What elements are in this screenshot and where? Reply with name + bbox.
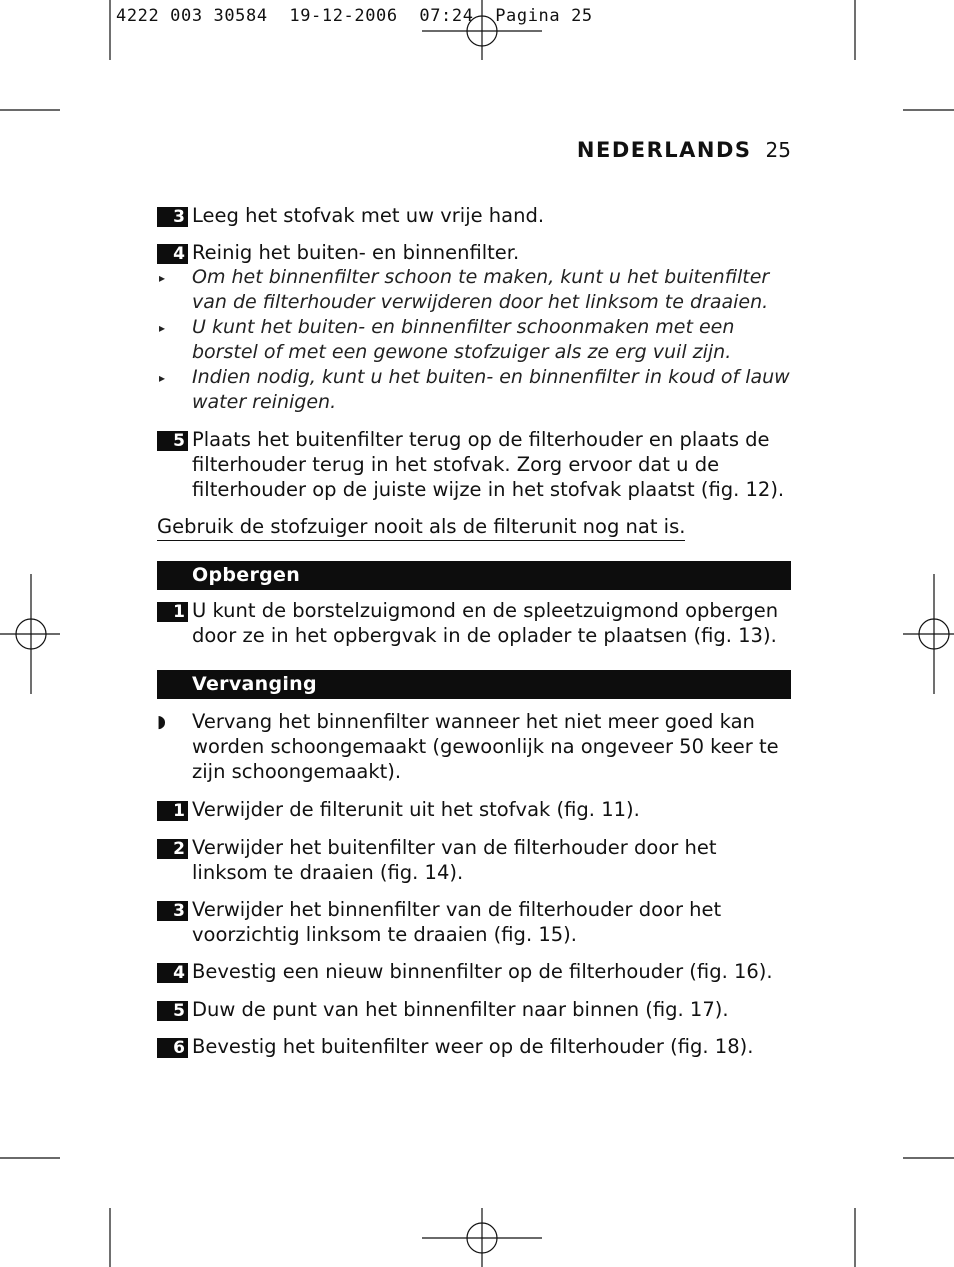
step-number: 1: [157, 602, 188, 622]
note-text: Vervang het binnenfilter wanneer het niet meer goed kan worden schoongemaakt (gewoonlijk na ongeveer 50 keer te zijn schoongemaakt).: [192, 710, 779, 783]
step-text: U kunt de borstelzuigmond en de spleetzuigmond opbergen door ze in het opbergvak in de oplader te plaatsen (fig. 13).: [192, 599, 779, 647]
print-slug: 4222 003 30584 19-12-2006 07:24 Pagina 25: [116, 6, 593, 26]
replacement-step-3: [157, 897, 791, 947]
bullet-item: [157, 365, 791, 415]
replacement-step-5: [157, 997, 791, 1022]
bullet-arrow-icon: ▸: [159, 321, 166, 335]
bullet-item: [157, 265, 791, 315]
bullet-text: U kunt het buiten- en binnenfilter schoonmaken met een borstel of met een gewone stofzuiger als ze erg vuil zijn.: [192, 316, 735, 363]
replacement-step-1: [157, 797, 791, 822]
step-text: Bevestig het buitenfilter weer op de filterhouder (fig. 18).: [192, 1035, 754, 1058]
step-1-storage: [157, 598, 791, 648]
replacement-step-6: [157, 1034, 791, 1059]
step-text: Verwijder het buitenfilter van de filterhouder door het linksom te draaien (fig. 14).: [192, 836, 717, 884]
bullet-arrow-icon: ▸: [159, 371, 166, 385]
step-5-replace-filter: [157, 427, 791, 502]
step-number: 1: [157, 801, 188, 821]
language-heading: NEDERLANDS: [576, 138, 752, 162]
bullet-text: Om het binnenfilter schoon te maken, kunt u het buitenfilter van de filterhouder verwijderen door het linksom te draaien.: [192, 266, 770, 313]
step-number: 2: [157, 839, 188, 859]
replacement-step-4: [157, 959, 791, 984]
warning-text: Gebruik de stofzuiger nooit als de filterunit nog nat is.: [157, 514, 685, 541]
step-number: 3: [157, 207, 188, 227]
step-number: 5: [157, 431, 188, 451]
step-text: Duw de punt van het binnenfilter naar binnen (fig. 17).: [192, 998, 729, 1021]
page-number: 25: [765, 138, 791, 162]
step-number: 6: [157, 1038, 188, 1058]
step-number: 4: [157, 963, 188, 983]
bullet-item: [157, 315, 791, 365]
replacement-step-2: [157, 835, 791, 885]
section-heading-storage: Opbergen: [157, 561, 791, 590]
warning-block: [157, 514, 791, 541]
step-3-empty: [157, 203, 791, 228]
step-number: 4: [157, 244, 188, 264]
step-text: Verwijder de filterunit uit het stofvak (fig. 11).: [192, 798, 640, 821]
step-text: Verwijder het binnenfilter van de filterhouder door het voorzichtig linksom te draaien (fig. 15).: [192, 898, 722, 946]
section-heading-replacement: Vervanging: [157, 670, 791, 699]
page-header: [577, 138, 791, 162]
step-text: Reinig het buiten- en binnenfilter.: [192, 241, 520, 264]
replacement-note: [157, 709, 791, 784]
note-marker-icon: ◗: [157, 712, 166, 732]
bullet-text: Indien nodig, kunt u het buiten- en binnenfilter in koud of lauw water reinigen.: [192, 366, 790, 413]
step-text: Bevestig een nieuw binnenfilter op de filterhouder (fig. 16).: [192, 960, 773, 983]
step-number: 3: [157, 901, 188, 921]
bullet-arrow-icon: ▸: [159, 271, 166, 285]
page-content: [157, 200, 791, 1059]
step-number: 5: [157, 1001, 188, 1021]
step-text: Leeg het stofvak met uw vrije hand.: [192, 204, 545, 227]
step-4-clean: [157, 240, 791, 265]
step-text: Plaats het buitenfilter terug op de filterhouder en plaats de filterhouder terug in het stofvak. Zorg ervoor dat u de filterhouder op de juiste wijze in het stofvak plaatst (fig. 12).: [192, 428, 785, 501]
